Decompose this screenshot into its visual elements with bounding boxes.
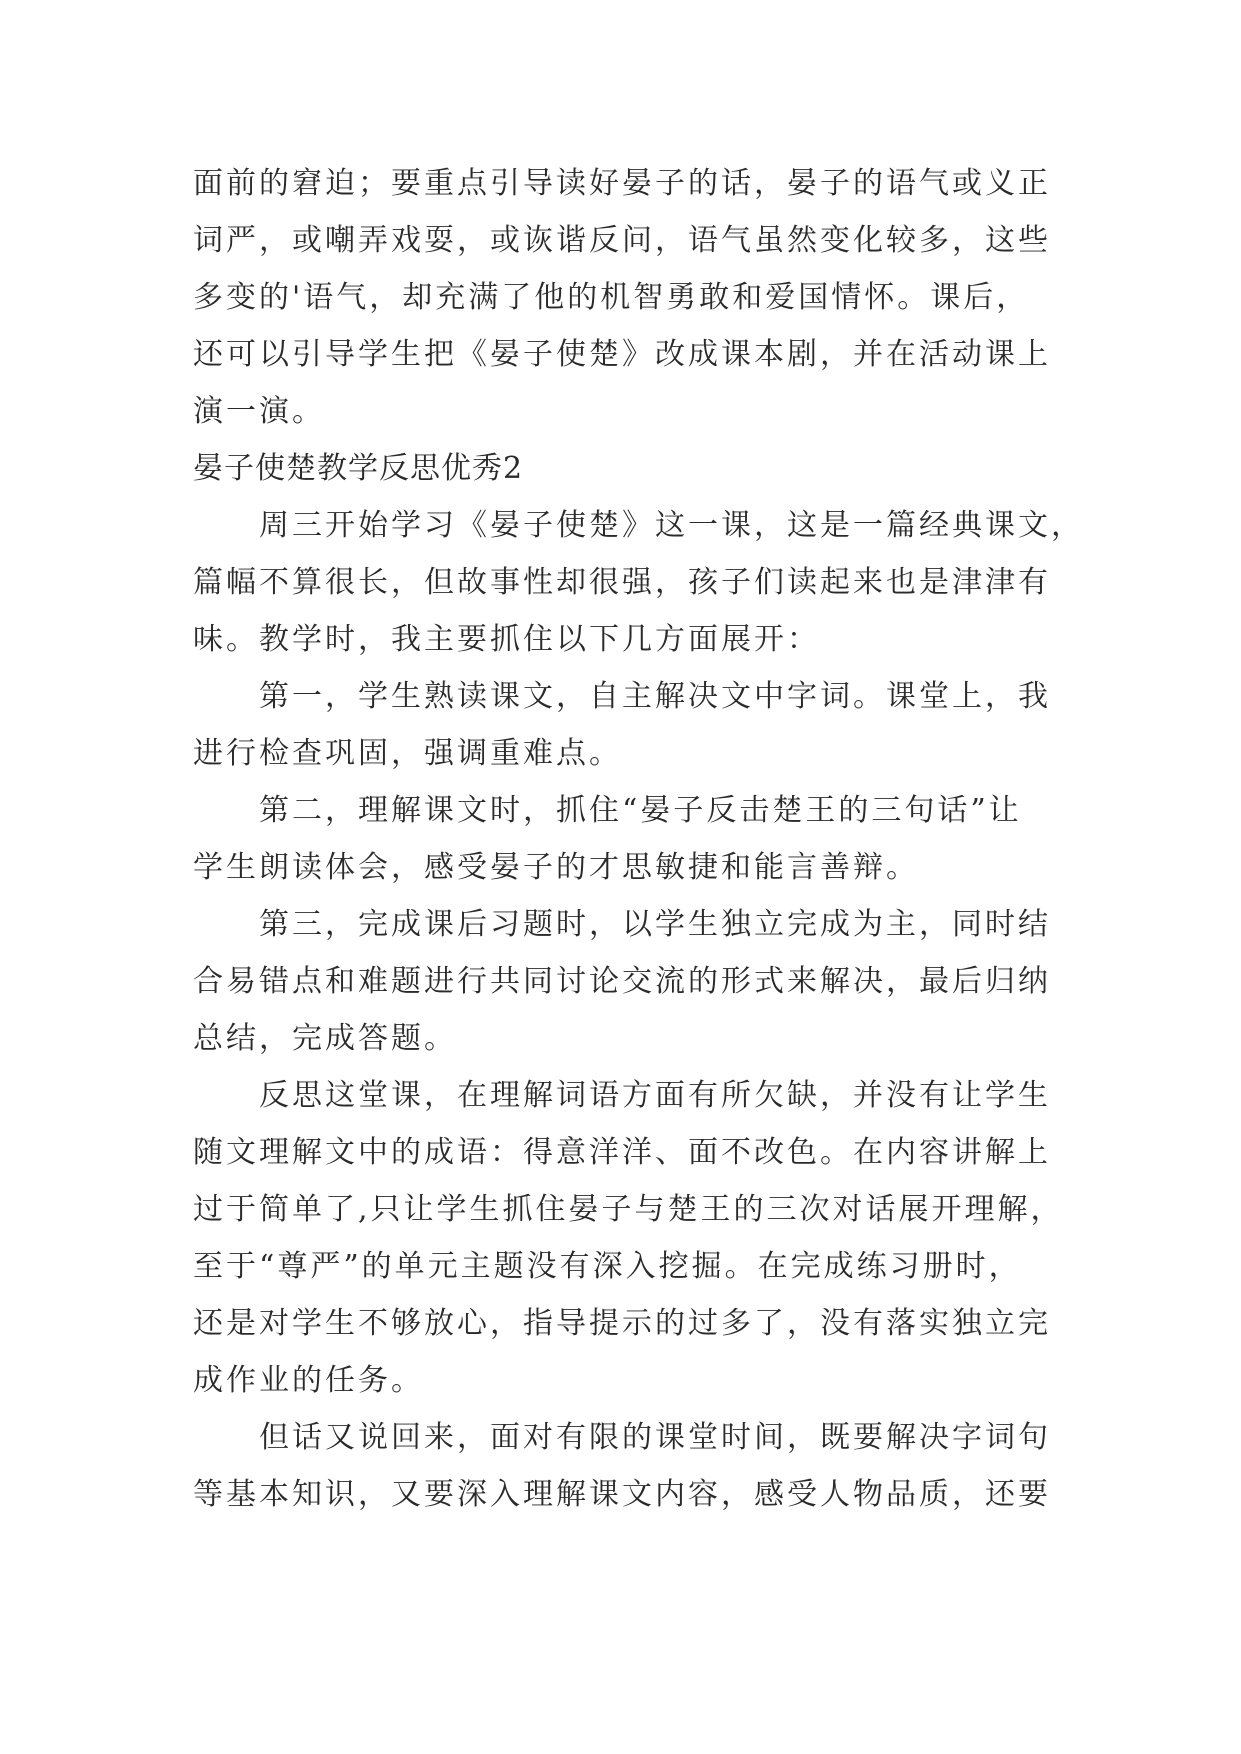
paragraph-line: 还是对学生不够放心，指导提示的过多了，没有落实独立完 (193, 1306, 1051, 1341)
paragraph-line: 第一，学生熟读课文，自主解决文中字词。课堂上，我 (193, 679, 1051, 714)
paragraph-line: 过于简单了,只让学生抓住晏子与楚王的三次对话展开理解， (193, 1192, 1064, 1227)
paragraph-line: 等基本知识，又要深入理解课文内容，感受人物品质，还要 (193, 1477, 1051, 1512)
paragraph-line: 面前的窘迫；要重点引导读好晏子的话，晏子的语气或义正 (193, 166, 1051, 201)
paragraph-line: 但话又说回来，面对有限的课堂时间，既要解决字词句 (193, 1420, 1051, 1455)
paragraph-line: 第二，理解课文时，抓住“晏子反击楚王的三句话”让 (193, 793, 1022, 828)
paragraph-line: 词严，或嘲弄戏耍，或诙谐反问，语气虽然变化较多，这些 (193, 223, 1051, 258)
paragraph-line: 总结，完成答题。 (193, 1021, 457, 1056)
paragraph-line: 随文理解文中的成语：得意洋洋、面不改色。在内容讲解上 (193, 1135, 1051, 1170)
paragraph-line: 演一演。 (193, 394, 325, 429)
paragraph-line: 合易错点和难题进行共同讨论交流的形式来解决，最后归纳 (193, 964, 1051, 999)
paragraph-line: 味。教学时，我主要抓住以下几方面展开： (193, 622, 820, 657)
paragraph-line: 周三开始学习《晏子使楚》这一课，这是一篇经典课文， (193, 508, 1084, 543)
document-body (193, 155, 1084, 1523)
paragraph-line: 多变的'语气，却充满了他的机智勇敢和爱国情怀。课后， (193, 280, 1030, 315)
section-heading: 晏子使楚教学反思优秀2 (193, 451, 524, 486)
paragraph-line: 篇幅不算很长，但故事性却很强，孩子们读起来也是津津有 (193, 565, 1051, 600)
paragraph-line: 至于“尊严”的单元主题没有深入挖掘。在完成练习册时， (193, 1249, 1022, 1284)
paragraph-line: 成作业的任务。 (193, 1363, 424, 1398)
paragraph-line: 第三，完成课后习题时，以学生独立完成为主，同时结 (193, 907, 1051, 942)
paragraph-line: 学生朗读体会，感受晏子的才思敏捷和能言善辩。 (193, 850, 919, 885)
paragraph-line: 还可以引导学生把《晏子使楚》改成课本剧，并在活动课上 (193, 337, 1051, 372)
paragraph-line: 进行检查巩固，强调重难点。 (193, 736, 622, 771)
paragraph-line: 反思这堂课，在理解词语方面有所欠缺，并没有让学生 (193, 1078, 1051, 1113)
